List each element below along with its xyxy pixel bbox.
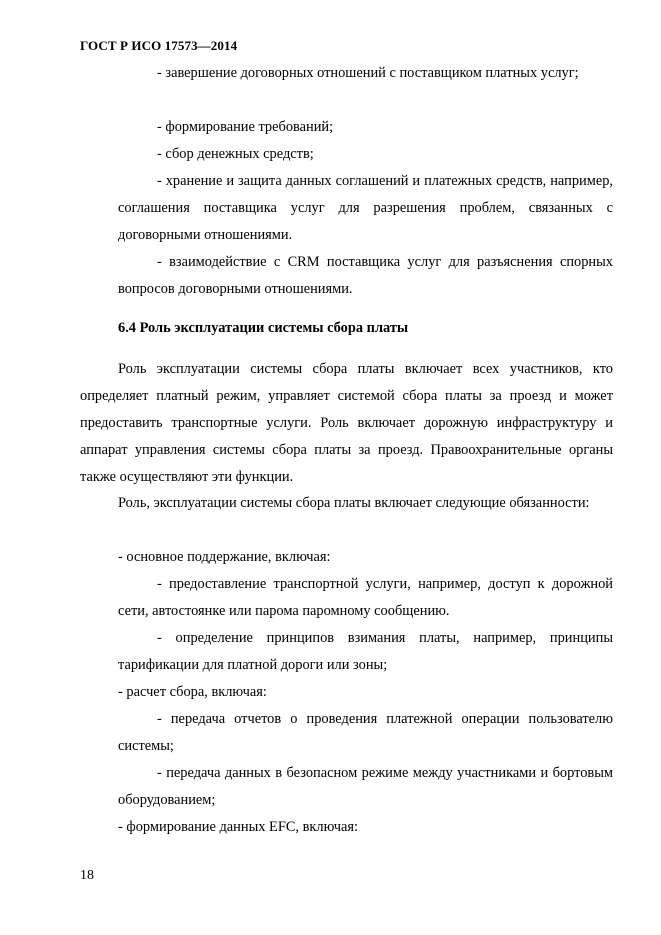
paragraph-role-description: Роль эксплуатации системы сбора платы включает всех участников, кто определяет платный режим, управляет системой сбора платы за проезд и может предоставить транспортные услуги. Роль включает дорожную инфраструктуру и аппарат управления системы сбора платы за проезд. Правоохранительные органы также осуществляют эти функции. [80, 361, 613, 485]
bullet-contract-termination: - завершение договорных отношений с поставщиком платных услуг; [157, 65, 579, 81]
bullet-charging-principles: - определение принципов взимания платы, например, принципы тарификации для платной дороги или зоны; [118, 630, 613, 673]
document-code-header: ГОСТ Р ИСО 17573—2014 [80, 38, 238, 53]
section-heading: 6.4 Роль эксплуатации системы сбора платы [118, 320, 409, 336]
bullet-secure-data-transfer: - передача данных в безопасном режиме между участниками и бортовым оборудованием; [118, 765, 613, 808]
bullet-data-storage: - хранение и защита данных соглашений и платежных средств, например, соглашения поставщика услуг для разрешения проблем, связанных с договорными отношениями. [118, 173, 613, 243]
bullet-transport-service: - предоставление транспортной услуги, например, доступ к дорожной сети, автостоянке или парома паромному сообщению. [118, 576, 613, 619]
bullet-crm-interaction: - взаимодействие с CRM поставщика услуг для разъяснения спорных вопросов договорными отношениями. [118, 254, 613, 297]
list-item-efc-data: - формирование данных EFC, включая: [118, 819, 359, 835]
page-number: 18 [80, 868, 94, 883]
bullet-payment-reports: - передача отчетов о проведения платежной операции пользователю системы; [118, 711, 613, 754]
bullet-fund-collection: - сбор денежных средств; [157, 146, 314, 162]
bullet-requirements: - формирование требований; [157, 119, 334, 135]
list-item-fee-calculation: - расчет сбора, включая: [118, 684, 267, 700]
list-item-basic-support: - основное поддержание, включая: [118, 549, 331, 565]
paragraph-responsibilities: Роль, эксплуатации системы сбора платы включает следующие обязанности: [118, 495, 590, 511]
